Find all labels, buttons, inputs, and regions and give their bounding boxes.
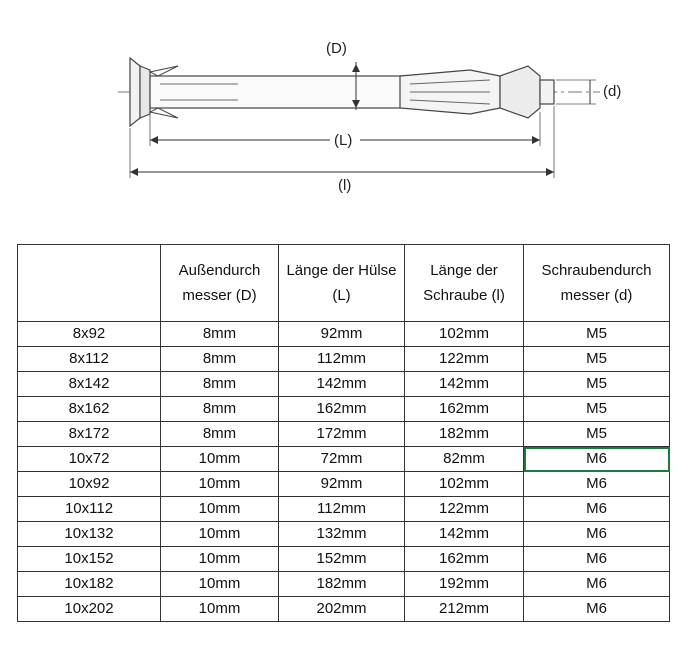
label-l: (l) (338, 177, 352, 194)
screw-length-cell[interactable]: 142mm (405, 372, 524, 397)
screw-length-cell[interactable]: 102mm (405, 322, 524, 347)
screw-head (130, 58, 140, 126)
table-row (18, 522, 670, 547)
screw-length-cell[interactable]: 122mm (405, 497, 524, 522)
sleeve-length-cell[interactable]: 112mm (279, 347, 405, 372)
table-row (18, 597, 670, 622)
size-cell[interactable]: 10x152 (18, 547, 161, 572)
outer-diameter-cell[interactable]: 10mm (161, 522, 279, 547)
header-cell[interactable]: Länge der Hülse (L) (279, 245, 405, 322)
specification-table (17, 244, 670, 622)
screw-length-cell[interactable]: 162mm (405, 547, 524, 572)
screw-diameter-cell[interactable]: M6 (524, 522, 670, 547)
size-cell[interactable]: 8x162 (18, 397, 161, 422)
dim-l-arrow (130, 168, 138, 176)
anchor-dimension-diagram (0, 0, 696, 215)
table-header-row (18, 245, 670, 322)
screw-length-cell[interactable]: 82mm (405, 447, 524, 472)
sleeve-length-cell[interactable]: 92mm (279, 322, 405, 347)
table-row (18, 347, 670, 372)
table-row (18, 547, 670, 572)
sleeve-length-cell[interactable]: 172mm (279, 422, 405, 447)
barb-bottom (150, 108, 178, 118)
screw-diameter-cell[interactable]: M5 (524, 397, 670, 422)
screw-length-cell[interactable]: 192mm (405, 572, 524, 597)
sleeve-length-cell[interactable]: 152mm (279, 547, 405, 572)
size-cell[interactable]: 10x72 (18, 447, 161, 472)
screw-diameter-cell[interactable]: M6 (524, 472, 670, 497)
table-row (18, 397, 670, 422)
table-row (18, 472, 670, 497)
dim-l-arrow (546, 168, 554, 176)
table-row (18, 572, 670, 597)
table-row (18, 447, 670, 472)
header-cell[interactable] (18, 245, 161, 322)
size-cell[interactable]: 8x92 (18, 322, 161, 347)
table-row (18, 372, 670, 397)
sleeve-length-cell[interactable]: 132mm (279, 522, 405, 547)
outer-diameter-cell[interactable]: 8mm (161, 322, 279, 347)
outer-diameter-cell[interactable]: 8mm (161, 372, 279, 397)
screw-length-cell[interactable]: 102mm (405, 472, 524, 497)
screw-diameter-cell[interactable]: M6 (524, 547, 670, 572)
sleeve-length-cell[interactable]: 202mm (279, 597, 405, 622)
label-d: (d) (603, 83, 622, 100)
dim-D-arrow (352, 64, 360, 72)
size-cell[interactable]: 10x112 (18, 497, 161, 522)
size-cell[interactable]: 10x202 (18, 597, 161, 622)
screw-diameter-cell[interactable]: M6 (524, 447, 670, 472)
screw-diameter-cell[interactable]: M5 (524, 322, 670, 347)
table-row (18, 497, 670, 522)
screw-diameter-cell[interactable]: M6 (524, 597, 670, 622)
sleeve-length-cell[interactable]: 142mm (279, 372, 405, 397)
screw-length-cell[interactable]: 212mm (405, 597, 524, 622)
size-cell[interactable]: 10x92 (18, 472, 161, 497)
barb-top (150, 66, 178, 76)
outer-diameter-cell[interactable]: 10mm (161, 547, 279, 572)
size-cell[interactable]: 8x172 (18, 422, 161, 447)
sleeve-length-cell[interactable]: 162mm (279, 397, 405, 422)
size-cell[interactable]: 8x112 (18, 347, 161, 372)
screw-length-cell[interactable]: 122mm (405, 347, 524, 372)
size-cell[interactable]: 8x142 (18, 372, 161, 397)
label-L: (L) (334, 132, 353, 149)
dim-L-arrow (532, 136, 540, 144)
sleeve-length-cell[interactable]: 72mm (279, 447, 405, 472)
outer-diameter-cell[interactable]: 8mm (161, 347, 279, 372)
screw-diameter-cell[interactable]: M5 (524, 422, 670, 447)
sleeve-collar (140, 66, 150, 118)
cone-nut (500, 66, 540, 118)
screw-length-cell[interactable]: 162mm (405, 397, 524, 422)
label-D: (D) (326, 40, 347, 57)
size-cell[interactable]: 10x182 (18, 572, 161, 597)
outer-diameter-cell[interactable]: 8mm (161, 397, 279, 422)
screw-diameter-cell[interactable]: M5 (524, 372, 670, 397)
outer-diameter-cell[interactable]: 8mm (161, 422, 279, 447)
sleeve-length-cell[interactable]: 112mm (279, 497, 405, 522)
size-cell[interactable]: 10x132 (18, 522, 161, 547)
screw-diameter-cell[interactable]: M6 (524, 572, 670, 597)
table-row (18, 422, 670, 447)
header-cell[interactable]: Länge der Schraube (l) (405, 245, 524, 322)
screw-diameter-cell[interactable]: M6 (524, 497, 670, 522)
header-cell[interactable]: Schraubendurch messer (d) (524, 245, 670, 322)
screw-tip (540, 80, 554, 104)
screw-length-cell[interactable]: 142mm (405, 522, 524, 547)
outer-diameter-cell[interactable]: 10mm (161, 497, 279, 522)
table-row (18, 322, 670, 347)
dim-L-arrow (150, 136, 158, 144)
outer-diameter-cell[interactable]: 10mm (161, 572, 279, 597)
outer-diameter-cell[interactable]: 10mm (161, 472, 279, 497)
screw-diameter-cell[interactable]: M5 (524, 347, 670, 372)
sleeve-length-cell[interactable]: 182mm (279, 572, 405, 597)
header-cell[interactable]: Außendurch messer (D) (161, 245, 279, 322)
sleeve-length-cell[interactable]: 92mm (279, 472, 405, 497)
outer-diameter-cell[interactable]: 10mm (161, 447, 279, 472)
screw-length-cell[interactable]: 182mm (405, 422, 524, 447)
outer-diameter-cell[interactable]: 10mm (161, 597, 279, 622)
